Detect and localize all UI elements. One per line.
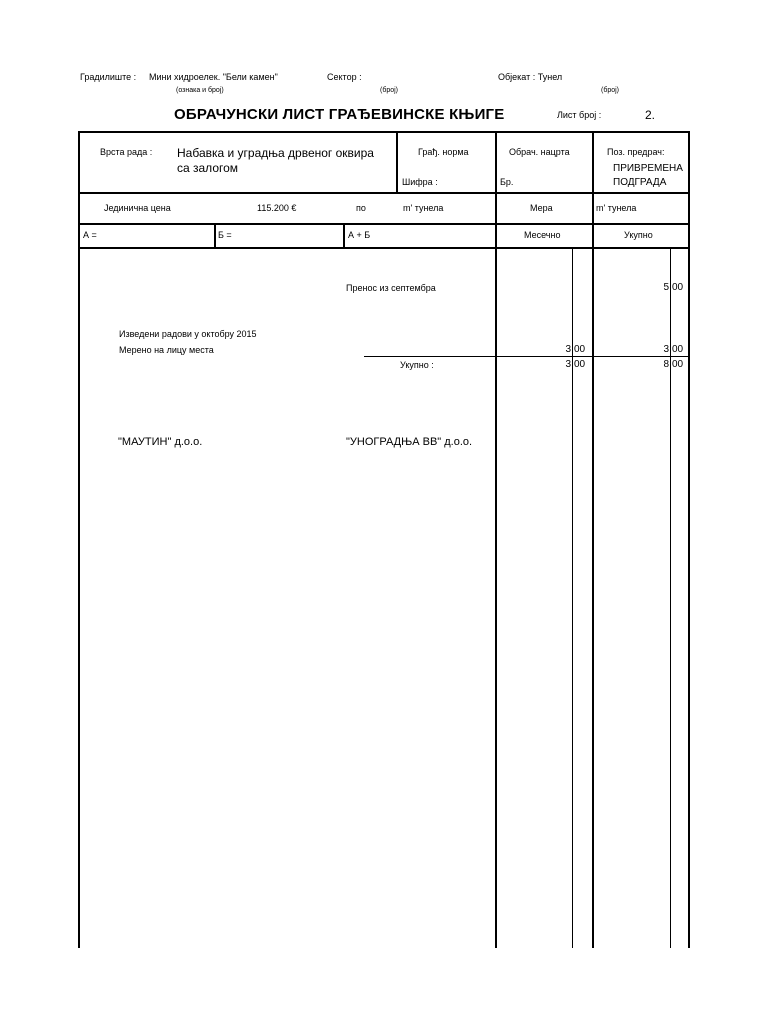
sum-monthly-int: 3 — [565, 359, 571, 370]
carry-label: Пренос из септембра — [346, 283, 436, 293]
per-label: по — [356, 203, 366, 213]
col-ab: А + Б — [348, 230, 371, 240]
work-type-label: Врста рада : — [100, 147, 153, 157]
site-value: Мини хидроелек. "Бели камен" — [149, 72, 278, 82]
site-note: (ознака и број) — [176, 87, 224, 94]
col-monthly: Месечно — [524, 230, 561, 240]
item-label: Поз. предрач: — [607, 147, 665, 157]
item-line1: ПРИВРЕМЕНА — [613, 163, 683, 174]
measured-label: Мерено на лицу места — [119, 345, 214, 355]
measured-monthly-dec: 00 — [574, 344, 586, 355]
col-a: А = — [83, 230, 97, 240]
sheet-number: 2. — [645, 108, 656, 122]
no-label: Бр. — [500, 177, 514, 187]
unit-price-label: Јединична цена — [104, 203, 171, 213]
page-title: ОБРАЧУНСКИ ЛИСТ ГРАЂЕВИНСКЕ КЊИГЕ — [174, 106, 505, 123]
sheet-label: Лист број : — [557, 110, 602, 120]
unit-price-value: 115.200 € — [257, 203, 297, 213]
code-label: Шифра : — [402, 177, 438, 187]
carry-total-dec: 00 — [672, 282, 684, 293]
sector-note: (број) — [380, 87, 399, 94]
col-b: Б = — [218, 230, 232, 240]
company-right: "УНОГРАДЊА ВВ" д.о.о. — [346, 436, 473, 448]
measure-unit: m' тунела — [596, 203, 637, 213]
sum-total-int: 8 — [663, 359, 669, 370]
per-unit: m' тунела — [403, 203, 444, 213]
measured-total-int: 3 — [663, 344, 669, 355]
item-line2: ПОДГРАДА — [613, 177, 667, 188]
measured-total-dec: 00 — [672, 344, 684, 355]
sum-total-dec: 00 — [672, 359, 684, 370]
measured-monthly-int: 3 — [565, 344, 571, 355]
work-done-label: Изведени радови у октобру 2015 — [119, 329, 257, 339]
measure-label: Мера — [530, 203, 553, 213]
sum-monthly-dec: 00 — [574, 359, 586, 370]
calc-label: Обрач. нацрта — [509, 147, 570, 157]
object-label: Објекат : Тунел — [498, 72, 563, 82]
company-left: "МАУТИН" д.о.о. — [118, 436, 203, 448]
work-type-line1: Набавка и уградња дрвеног оквира — [177, 146, 374, 160]
sum-label: Укупно : — [400, 360, 434, 370]
norm-label: Грађ. норма — [418, 147, 469, 157]
carry-total-int: 5 — [663, 282, 669, 293]
object-note: (број) — [601, 87, 620, 94]
sector-label: Сектор : — [327, 72, 362, 82]
work-type-line2: са залогом — [177, 161, 239, 175]
col-total: Укупно — [624, 230, 653, 240]
site-label: Градилиште : — [80, 72, 137, 82]
